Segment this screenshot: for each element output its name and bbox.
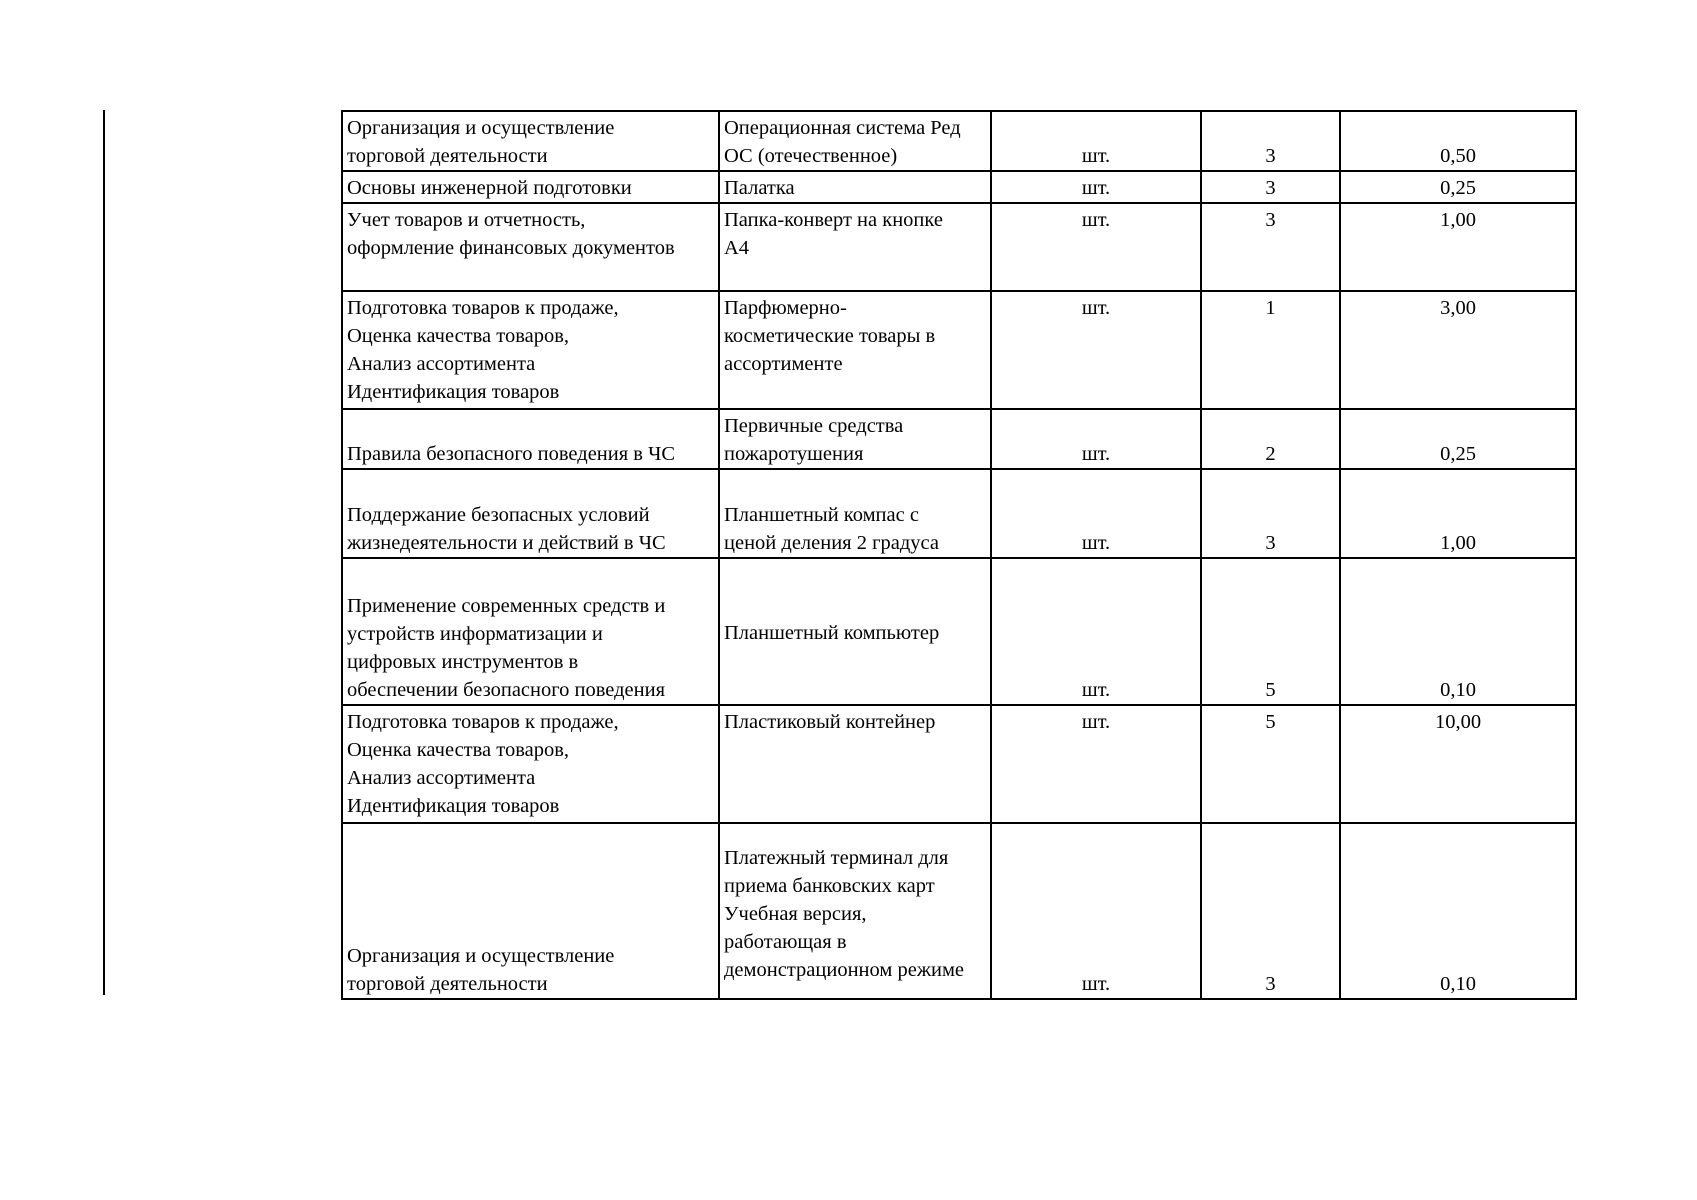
value-cell: 0,10 [1340,558,1576,705]
equipment-table [341,110,1577,1000]
unit-cell: шт. [991,558,1201,705]
discipline-cell: Применение современных средств и устройств информатизации и цифровых инструментов в обеспечении безопасного поведения [342,558,719,705]
unit-cell: шт. [991,409,1201,469]
table-row [342,823,1576,999]
table-row [342,469,1576,558]
item-cell: Планшетный компьютер [719,558,991,705]
discipline-cell: Поддержание безопасных условий жизнедеятельности и действий в ЧС [342,469,719,558]
discipline-cell: Учет товаров и отчетность, оформление финансовых документов [342,203,719,291]
table-row [342,558,1576,705]
item-cell: Операционная система Ред ОС (отечественное) [719,111,991,171]
unit-cell: шт. [991,291,1201,409]
unit-cell: шт. [991,469,1201,558]
item-cell: Пластиковый контейнер [719,705,991,823]
value-cell: 10,00 [1340,705,1576,823]
qty-cell: 3 [1201,111,1340,171]
discipline-cell: Организация и осуществление торговой деятельности [342,823,719,999]
qty-cell: 3 [1201,469,1340,558]
value-cell: 0,25 [1340,171,1576,203]
item-cell: Папка-конверт на кнопке А4 [719,203,991,291]
discipline-cell: Основы инженерной подготовки [342,171,719,203]
item-cell: Парфюмерно- косметические товары в ассортименте [719,291,991,409]
left-margin-rule [103,110,105,995]
value-cell: 1,00 [1340,469,1576,558]
table-row [342,409,1576,469]
qty-cell: 3 [1201,171,1340,203]
qty-cell: 1 [1201,291,1340,409]
table-row [342,705,1576,823]
value-cell: 3,00 [1340,291,1576,409]
table-row [342,171,1576,203]
unit-cell: шт. [991,203,1201,291]
discipline-cell: Правила безопасного поведения в ЧС [342,409,719,469]
item-cell: Палатка [719,171,991,203]
unit-cell: шт. [991,823,1201,999]
table-row [342,291,1576,409]
qty-cell: 5 [1201,705,1340,823]
unit-cell: шт. [991,705,1201,823]
value-cell: 0,25 [1340,409,1576,469]
value-cell: 0,10 [1340,823,1576,999]
qty-cell: 3 [1201,823,1340,999]
discipline-cell: Подготовка товаров к продаже, Оценка качества товаров, Анализ ассортимента Идентификация товаров [342,291,719,409]
qty-cell: 2 [1201,409,1340,469]
discipline-cell: Подготовка товаров к продаже, Оценка качества товаров, Анализ ассортимента Идентификация товаров [342,705,719,823]
qty-cell: 3 [1201,203,1340,291]
unit-cell: шт. [991,111,1201,171]
item-cell: Планшетный компас с ценой деления 2 градуса [719,469,991,558]
table-row [342,203,1576,291]
value-cell: 0,50 [1340,111,1576,171]
discipline-cell: Организация и осуществление торговой деятельности [342,111,719,171]
item-cell: Платежный терминал для приема банковских карт Учебная версия, работающая в демонстрационном режиме [719,823,991,999]
unit-cell: шт. [991,171,1201,203]
value-cell: 1,00 [1340,203,1576,291]
table-row [342,111,1576,171]
item-cell: Первичные средства пожаротушения [719,409,991,469]
qty-cell: 5 [1201,558,1340,705]
